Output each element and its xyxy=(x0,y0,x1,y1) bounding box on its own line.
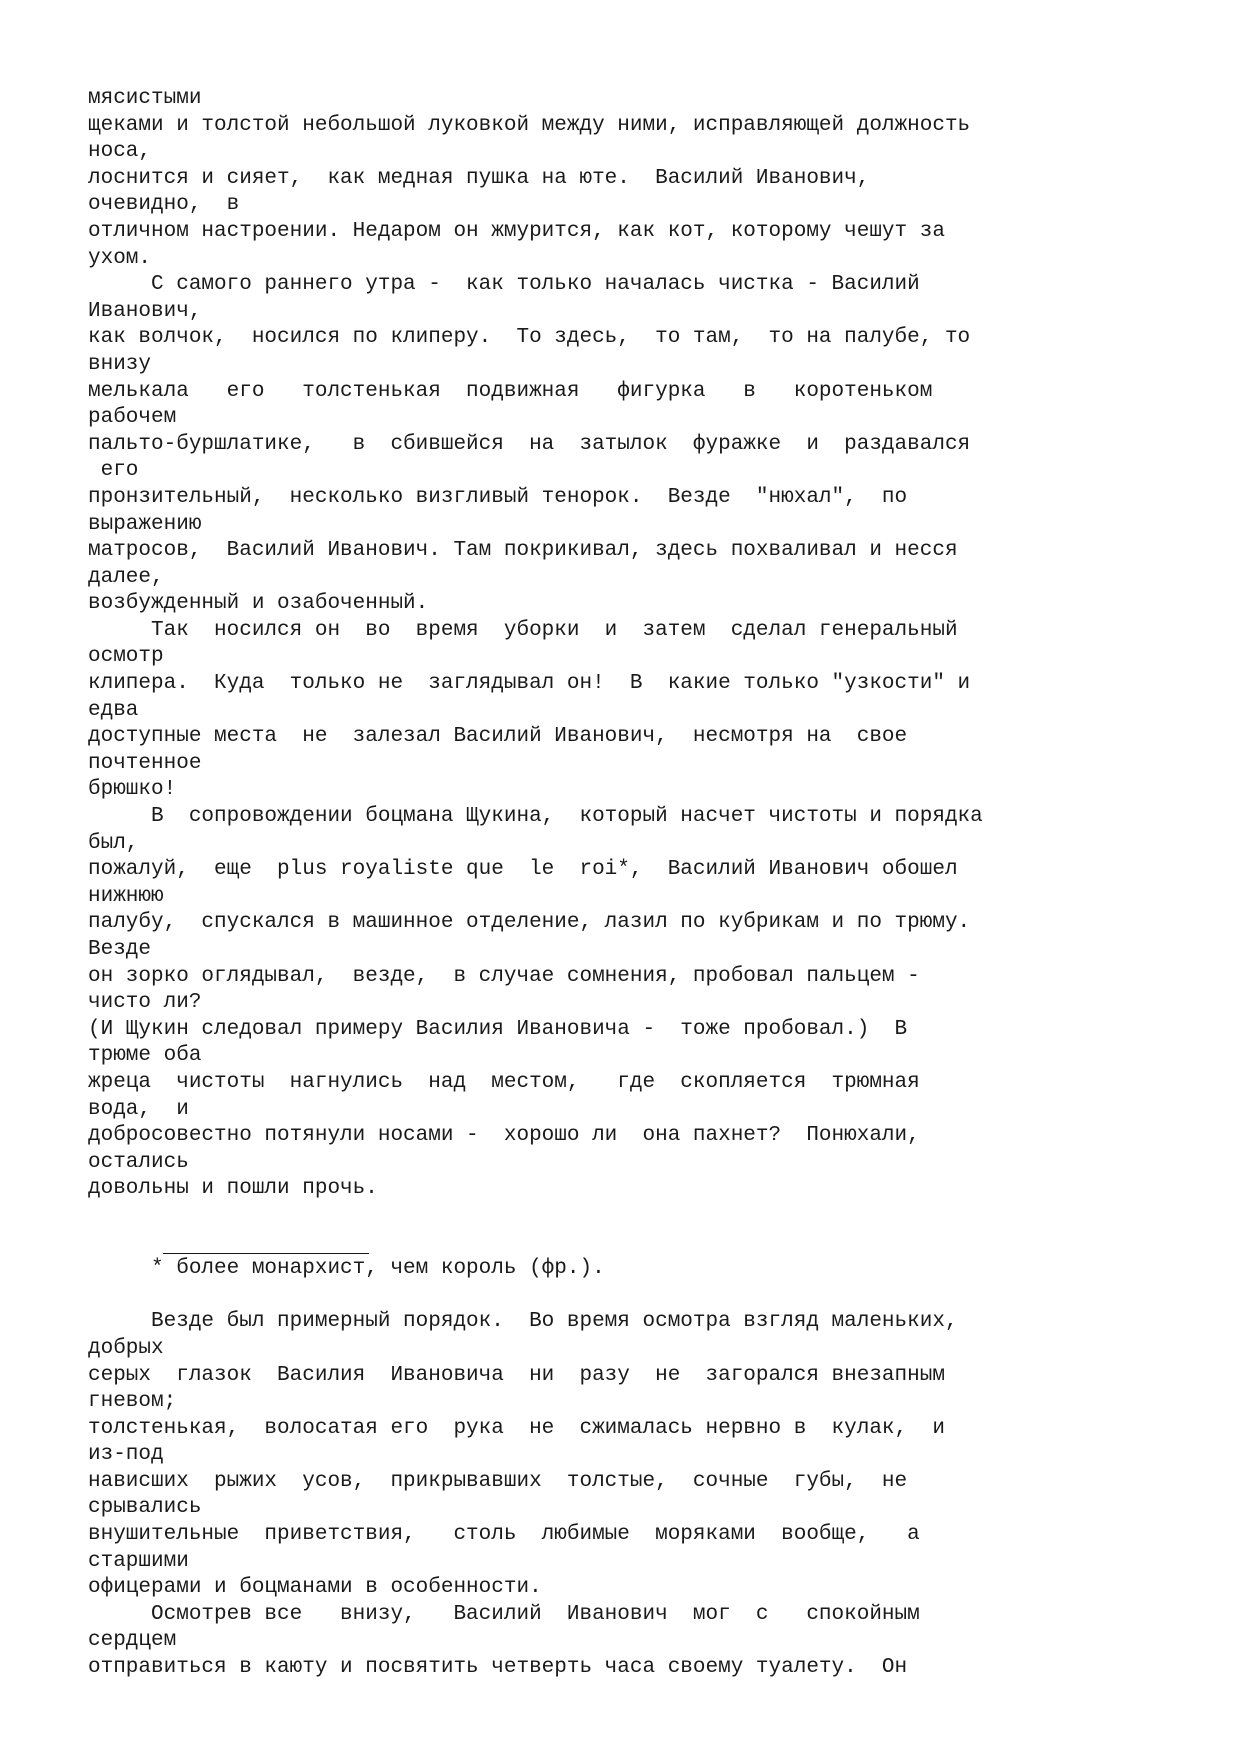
text-line: трюме оба xyxy=(88,1044,202,1068)
text-line: довольны и пошли прочь. xyxy=(88,1177,378,1201)
text-line: как волчок, носился по клиперу. То здесь, то там, то на палубе, то xyxy=(88,326,971,350)
text-line: щеками и толстой небольшой луковкой между ними, исправляющей должность xyxy=(88,113,971,137)
text-line: выражению xyxy=(88,512,202,536)
text-line: далее, xyxy=(88,565,164,589)
text-line: мелькала его толстенькая подвижная фигурка в коротеньком xyxy=(88,379,933,403)
text-line: Осмотрев все внизу, Василий Иванович мог с спокойным xyxy=(88,1602,920,1626)
text-line: палубу, спускался в машинное отделение, лазил по кубрикам и по трюму. xyxy=(88,911,971,935)
footnote-rule xyxy=(163,1253,369,1254)
text-line: внизу xyxy=(88,352,152,376)
text-line: Везде был примерный порядок. Во время осмотра взгляд маленьких, xyxy=(88,1310,958,1334)
text-line: едва xyxy=(88,698,139,722)
text-line: пронзительный, несколько визгливый тенорок. Везде "нюхал", по xyxy=(88,485,908,509)
text-line: вода, и xyxy=(88,1097,189,1121)
text-line: гневом; xyxy=(88,1390,177,1414)
text-line: брюшко! xyxy=(88,778,177,802)
text-block-continued xyxy=(88,1309,1188,1681)
text-line: пальто-буршлатике, в сбившейся на затылок фуражке и раздавался xyxy=(88,432,971,456)
text-line: толстенькая, волосатая его рука не сжималась нервно в кулак, и xyxy=(88,1416,945,1440)
text-line: почтенное xyxy=(88,751,202,775)
text-block-main xyxy=(88,86,1188,1203)
text-line: серых глазок Василия Ивановича ни разу не загорался внезапным xyxy=(88,1363,945,1387)
blank-line xyxy=(88,1203,1188,1230)
text-line: старшими xyxy=(88,1549,189,1573)
text-line: остались xyxy=(88,1150,189,1174)
text-line: он зорко оглядывал, везде, в случае сомнения, пробовал пальцем - xyxy=(88,964,920,988)
text-line: был, xyxy=(88,831,139,855)
document-page xyxy=(88,86,1188,1682)
text-line: осмотр xyxy=(88,645,164,669)
text-line: из-под xyxy=(88,1443,164,1467)
text-line: отправиться в каюту и посвятить четверть часа своему туалету. Он xyxy=(88,1656,908,1680)
footnote-separator xyxy=(88,1230,1188,1257)
text-line: жреца чистоты нагнулись над местом, где скопляется трюмная xyxy=(88,1070,920,1094)
text-line: ухом. xyxy=(88,246,152,270)
text-line: рабочем xyxy=(88,406,177,430)
text-line: (И Щукин следовал примеру Василия Ивановича - тоже пробовал.) В xyxy=(88,1017,908,1041)
text-line: нависших рыжих усов, прикрывавших толстые, сочные губы, не xyxy=(88,1469,908,1493)
text-line: Так носился он во время уборки и затем сделал генеральный xyxy=(88,618,958,642)
text-line: лоснится и сияет, как медная пушка на юте. Василий Иванович, xyxy=(88,166,870,190)
text-line: срывались xyxy=(88,1496,202,1520)
text-line: Иванович, xyxy=(88,299,202,323)
text-line: возбужденный и озабоченный. xyxy=(88,592,429,616)
text-line: мясистыми xyxy=(88,87,202,110)
text-line: отличном настроении. Недаром он жмурится, как кот, которому чешут за xyxy=(88,219,945,243)
text-line: носа, xyxy=(88,140,152,164)
footnote-text: * более монархист, чем король (фр.). xyxy=(88,1257,605,1281)
text-line: Везде xyxy=(88,938,152,961)
text-line: В сопровождении боцмана Щукина, который насчет чистоты и порядка xyxy=(88,805,983,829)
text-line: офицерами и боцманами в особенности. xyxy=(88,1576,542,1600)
text-line: матросов, Василий Иванович. Там покрикивал, здесь похваливал и несся xyxy=(88,539,958,563)
text-line: клипера. Куда только не заглядывал он! В какие только "узкости" и xyxy=(88,672,971,696)
text-line: его xyxy=(88,459,139,483)
text-line: нижнюю xyxy=(88,884,164,908)
blank-line xyxy=(88,1283,1188,1310)
text-line: пожалуй, еще plus royaliste que le roi*, Василий Иванович обошел xyxy=(88,858,958,882)
text-line: очевидно, в xyxy=(88,193,240,217)
text-line: чисто ли? xyxy=(88,991,202,1015)
text-line: доступные места не залезал Василий Иванович, несмотря на свое xyxy=(88,725,908,749)
text-line: внушительные приветствия, столь любимые моряками вообще, а xyxy=(88,1523,920,1547)
text-line: С самого раннего утра - как только началась чистка - Василий xyxy=(88,273,920,297)
text-line: сердцем xyxy=(88,1629,177,1653)
text-line: добросовестно потянули носами - хорошо ли она пахнет? Понюхали, xyxy=(88,1124,920,1148)
text-line: добрых xyxy=(88,1336,164,1360)
